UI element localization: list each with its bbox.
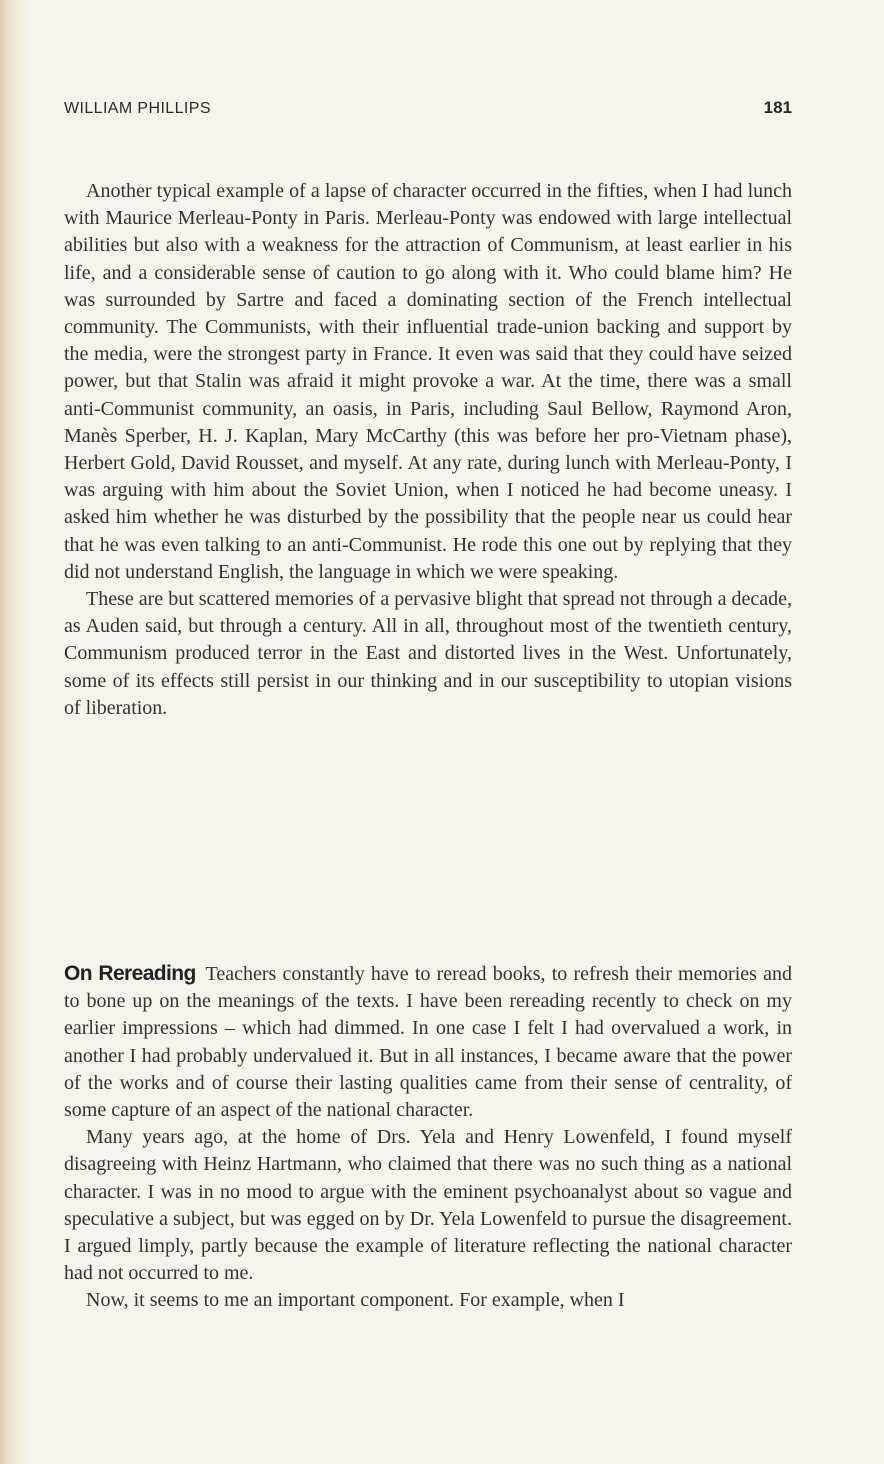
section-lead-text: Teachers constantly have to reread books, to refresh their memories and to bone up on the meanings of the texts. I have been rereading recently to check on my earlier impressions – which had dimmed. In one case I felt I had overvalued a work, in another I had probably undervalued it. But in all instances, I became aware that the power of the works and of course their lasting qualities came from their sense of centrality, of some capture of an aspect of the national character.: [64, 963, 792, 1122]
body-paragraph: These are but scattered memories of a pervasive blight that spread not through a decade, as Auden said, but through a century. All in all, throughout most of the twentieth century, Communism produced terror in the East and distorted lives in the West. Unfortunately, some of its effects still persist in our thinking and in our susceptibility to utopian visions of liberation.: [64, 588, 792, 719]
section-heading: On Rereading: [64, 962, 196, 985]
running-head: [64, 98, 792, 118]
text-block-intro: [64, 178, 792, 722]
section-lead-paragraph: [64, 960, 792, 1124]
page-number: 181: [763, 98, 792, 117]
running-title: WILLIAM PHILLIPS: [64, 100, 211, 117]
body-paragraph: Now, it seems to me an important component. For example, when I: [86, 1289, 625, 1312]
body-paragraph: Another typical example of a lapse of character occurred in the fifties, when I had lunch with Maurice Merleau-Ponty in Paris. Merleau-Ponty was endowed with large intellectual abilities but also with a weakness for the attraction of Communism, at least earlier in his life, and a considerable sense of caution to go along with it. Who could blame him? He was surrounded by Sartre and faced a dominating section of the French intellectual community. The Communists, with their influential trade-union backing and support by the media, were the strongest party in France. It even was said that they could have seized power, but that Stalin was afraid it might provoke a war. At the time, there was a small anti-Communist community, an oasis, in Paris, including Saul Bellow, Raymond Aron, Manès Sperber, H. J. Kaplan, Mary McCarthy (this was before her pro-Vietnam phase), Herbert Gold, David Rousset, and myself. At any rate, during lunch with Merleau-Ponty, I was arguing with him about the Soviet Union, when I noticed he had become uneasy. I asked him whether he was disturbed by the possibility that the people near us could hear that he was even talking to an anti-Communist. He rode this one out by replying that they did not understand English, the language in which we were speaking.: [64, 180, 792, 583]
body-paragraph: Many years ago, at the home of Drs. Yela and Henry Lowenfeld, I found myself disagreeing with Heinz Hartmann, who claimed that there was no such thing as a national character. I was in no mood to argue with the eminent psychoanalyst about so vague and speculative a subject, but was egged on by Dr. Yela Lowenfeld to pursue the disagreement. I argued limply, partly because the example of literature reflecting the national character had not occurred to me.: [64, 1126, 792, 1285]
section-on-rereading: [64, 960, 792, 1315]
